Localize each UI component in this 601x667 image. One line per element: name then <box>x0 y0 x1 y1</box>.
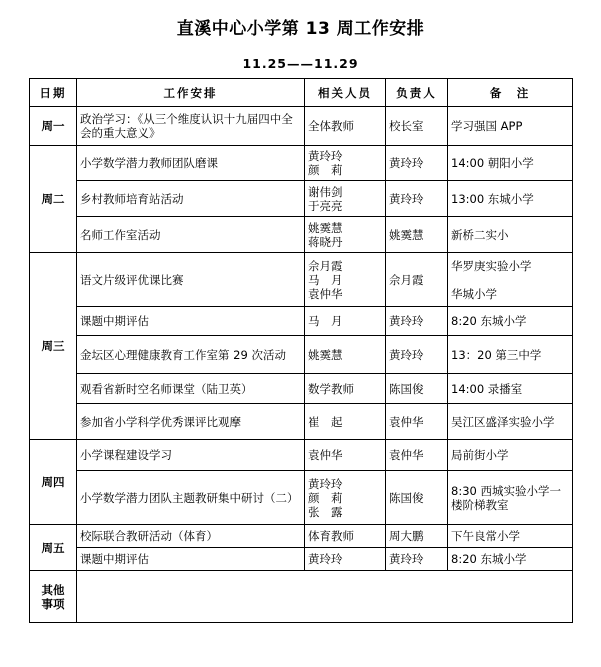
table-row <box>30 404 573 440</box>
page-title: 直溪中心小学第 13 周工作安排 <box>176 19 425 39</box>
lead-cell: 袁仲华 <box>386 440 448 471</box>
header-row <box>30 79 573 107</box>
header-date: 日期 <box>30 79 77 107</box>
lead-cell: 袁仲华 <box>386 404 448 440</box>
table-row <box>30 440 573 471</box>
people-cell: 佘月霞 马 月 袁仲华 <box>305 253 386 307</box>
note-cell: 14:00 朝阳小学 <box>448 146 573 181</box>
note-cell: 13：20 第三中学 <box>448 336 573 374</box>
header-task: 工作安排 <box>77 79 305 107</box>
task-cell: 小学数学潜力教师团队磨课 <box>77 146 305 181</box>
task-cell: 名师工作室活动 <box>77 217 305 253</box>
table-row <box>30 336 573 374</box>
day-thu: 周四 <box>30 440 77 525</box>
task-cell: 校际联合教研活动（体育） <box>77 525 305 548</box>
lead-cell: 黄玲玲 <box>386 146 448 181</box>
note-cell: 吴江区盛泽实验小学 <box>448 404 573 440</box>
note-cell: 8:20 东城小学 <box>448 307 573 336</box>
table-row <box>30 374 573 404</box>
header-note: 备 注 <box>448 79 573 107</box>
date-range: 11.25——11.29 <box>242 56 359 71</box>
people-cell: 全体教师 <box>305 107 386 146</box>
people-cell: 数学教师 <box>305 374 386 404</box>
task-cell: 小学数学潜力团队主题教研集中研讨（二） <box>77 471 305 525</box>
schedule-table <box>29 78 573 623</box>
header-people: 相关人员 <box>305 79 386 107</box>
people-cell: 黄玲玲 颜 莉 张 露 <box>305 471 386 525</box>
lead-cell: 校长室 <box>386 107 448 146</box>
note-cell: 13:00 东城小学 <box>448 181 573 217</box>
people-cell: 体育教师 <box>305 525 386 548</box>
table-row <box>30 571 573 623</box>
lead-cell: 周大鹏 <box>386 525 448 548</box>
people-cell: 袁仲华 <box>305 440 386 471</box>
table-row <box>30 525 573 548</box>
table-row <box>30 253 573 307</box>
header-lead: 负责人 <box>386 79 448 107</box>
table-row <box>30 548 573 571</box>
note-cell: 新桥二实小 <box>448 217 573 253</box>
note-cell: 8:20 东城小学 <box>448 548 573 571</box>
note-cell: 学习强国 APP <box>448 107 573 146</box>
lead-cell: 黄玲玲 <box>386 181 448 217</box>
lead-cell: 陈国俊 <box>386 471 448 525</box>
lead-cell: 黄玲玲 <box>386 307 448 336</box>
people-cell: 崔 起 <box>305 404 386 440</box>
lead-cell: 陈国俊 <box>386 374 448 404</box>
lead-cell: 佘月霞 <box>386 253 448 307</box>
day-fri: 周五 <box>30 525 77 571</box>
lead-cell: 姚霙慧 <box>386 217 448 253</box>
task-cell: 小学课程建设学习 <box>77 440 305 471</box>
table-row <box>30 107 573 146</box>
note-cell: 14:00 录播室 <box>448 374 573 404</box>
task-cell: 课题中期评估 <box>77 548 305 571</box>
day-other: 其他 事项 <box>30 571 77 623</box>
table-row <box>30 181 573 217</box>
task-cell: 观看省新时空名师课堂（陆卫英） <box>77 374 305 404</box>
day-wed: 周三 <box>30 253 77 440</box>
lead-cell: 黄玲玲 <box>386 548 448 571</box>
task-cell: 课题中期评估 <box>77 307 305 336</box>
note-cell: 局前街小学 <box>448 440 573 471</box>
task-cell: 金坛区心理健康教育工作室第 29 次活动 <box>77 336 305 374</box>
people-cell: 姚霙慧 蒋晓丹 <box>305 217 386 253</box>
table-row <box>30 217 573 253</box>
task-cell: 政治学习：《从三个维度认识十九届四中全会的重大意义》 <box>77 107 305 146</box>
table-row <box>30 307 573 336</box>
task-cell: 参加省小学科学优秀课评比观摩 <box>77 404 305 440</box>
table-row <box>30 471 573 525</box>
note-cell: 下午良常小学 <box>448 525 573 548</box>
people-cell: 马 月 <box>305 307 386 336</box>
note-cell: 8:30 西城实验小学一楼阶梯教室 <box>448 471 573 525</box>
table-row <box>30 146 573 181</box>
people-cell: 谢伟剑 于亮亮 <box>305 181 386 217</box>
note-cell: 华罗庚实验小学 华城小学 <box>448 253 573 307</box>
day-tue: 周二 <box>30 146 77 253</box>
people-cell: 黄玲玲 颜 莉 <box>305 146 386 181</box>
day-mon: 周一 <box>30 107 77 146</box>
people-cell: 姚霙慧 <box>305 336 386 374</box>
task-cell: 语文片级评优课比赛 <box>77 253 305 307</box>
lead-cell: 黄玲玲 <box>386 336 448 374</box>
task-cell: 乡村教师培育站活动 <box>77 181 305 217</box>
other-items-cell <box>77 571 573 623</box>
people-cell: 黄玲玲 <box>305 548 386 571</box>
